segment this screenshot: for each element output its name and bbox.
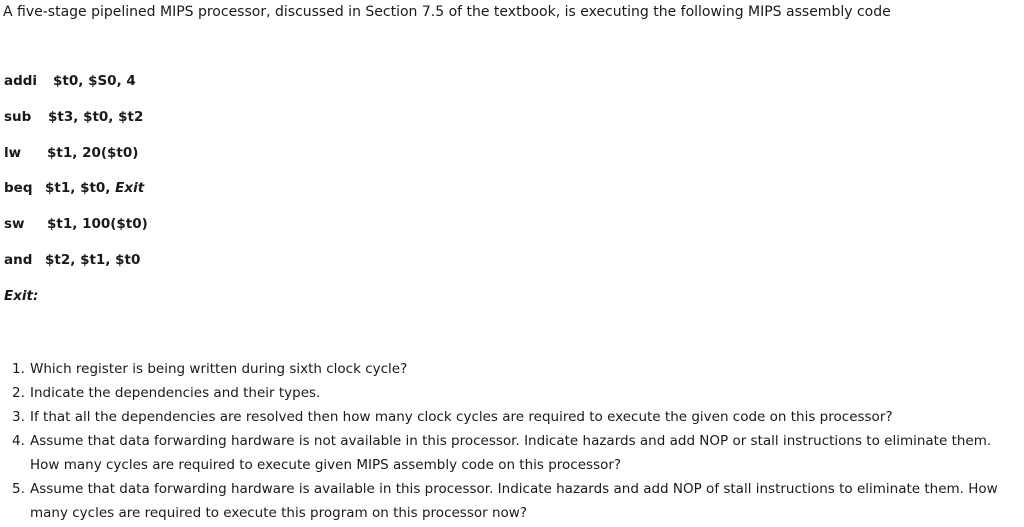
question-text: Which register is being written during sixth clock cycle? bbox=[30, 361, 408, 377]
intro-paragraph: A five-stage pipelined MIPS processor, discussed in Section 7.5 of the textbook, is executing the following MIPS assembly code bbox=[3, 4, 891, 20]
operands: $t1, 100($t0) bbox=[47, 216, 148, 232]
question-item bbox=[12, 357, 1020, 381]
opcode: and bbox=[4, 252, 33, 268]
question-text: Assume that data forwarding hardware is available in this processor. Indicate hazards and add NOP of stall instructions to eliminate them. How many cycles are required to execute this program on this processor now? bbox=[30, 481, 998, 521]
operands: $t2, $t1, $t0 bbox=[45, 252, 141, 268]
question-number: 5. bbox=[12, 481, 25, 497]
branch-label: Exit bbox=[115, 180, 145, 196]
operands: $t3, $t0, $t2 bbox=[48, 109, 144, 125]
question-text: Assume that data forwarding hardware is not available in this processor. Indicate hazards and add NOP or stall instructions to eliminate them. How many cycles are required to execute given MIPS assembly code on this processor? bbox=[30, 433, 992, 473]
question-number: 3. bbox=[12, 409, 25, 425]
question-list bbox=[12, 357, 1020, 525]
opcode: sub bbox=[4, 109, 32, 125]
question-number: 1. bbox=[12, 361, 25, 377]
operands: $t0, $S0, 4 bbox=[53, 73, 136, 89]
question-item bbox=[12, 477, 1020, 525]
operands bbox=[45, 177, 144, 199]
question-item bbox=[12, 405, 1020, 429]
question-text: Indicate the dependencies and their types. bbox=[30, 385, 321, 401]
opcode: lw bbox=[4, 145, 22, 161]
question-item bbox=[12, 429, 1020, 477]
question-item bbox=[12, 381, 1020, 405]
exit-label-text: Exit: bbox=[4, 288, 39, 304]
operand-registers: $t1, $t0, bbox=[45, 180, 116, 196]
question-number: 2. bbox=[12, 385, 25, 401]
opcode: addi bbox=[4, 73, 38, 89]
opcode: sw bbox=[4, 216, 25, 232]
operands: $t1, 20($t0) bbox=[47, 145, 139, 161]
question-number: 4. bbox=[12, 433, 25, 449]
opcode: beq bbox=[4, 180, 33, 196]
question-text: If that all the dependencies are resolved then how many clock cycles are required to execute the given code on this processor? bbox=[30, 409, 893, 425]
